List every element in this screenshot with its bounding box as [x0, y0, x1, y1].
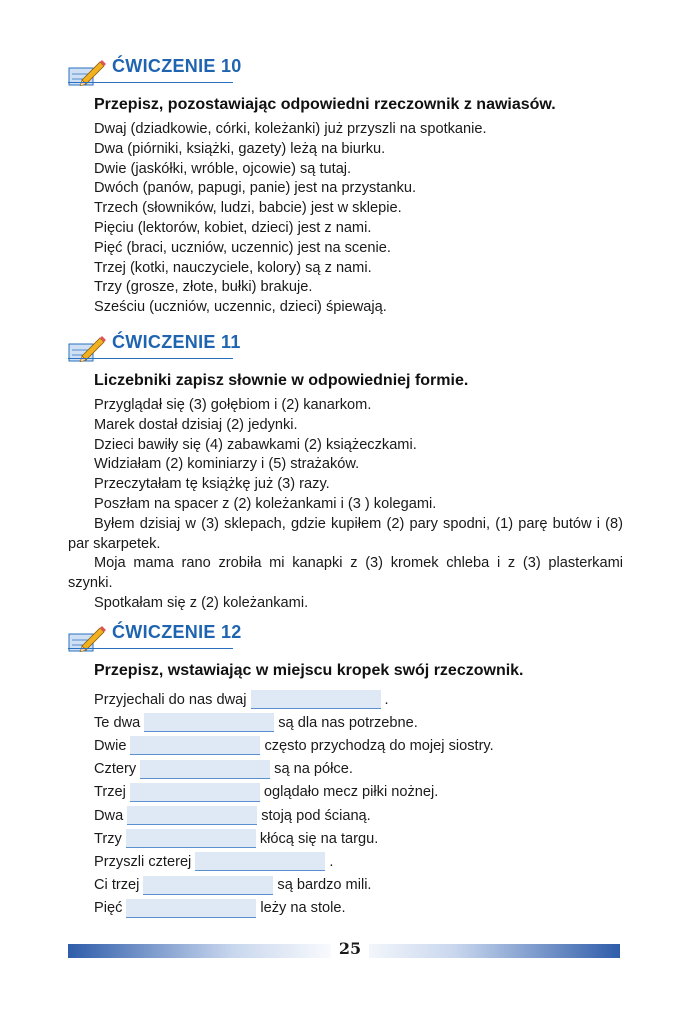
exercise-line: Dwaj (dziadkowie, córki, koleżanki) już przyszli na spotkanie. [94, 121, 487, 137]
fill-in-rows [68, 688, 623, 920]
title-underline [68, 648, 233, 649]
pencil-notebook-icon [68, 60, 108, 84]
fill-row: Przyszli czterej . [94, 853, 334, 870]
exercise-instruction: Przepisz, pozostawiając odpowiedni rzeczownik z nawiasów. [94, 96, 556, 113]
exercise-line: Przeczytałam tę książkę już (3) razy. [94, 476, 330, 493]
exercise-line: Trzej (kotki, nauczyciele, kolory) są z nami. [94, 259, 372, 276]
exercise-header [68, 52, 623, 86]
answer-blank[interactable] [143, 876, 273, 895]
exercise-line: Pięć (braci, uczniów, uczennic) jest na scenie. [94, 239, 391, 256]
exercise-line: Poszłam na spacer z (2) koleżankami i (3 ) kolegami. [94, 495, 437, 512]
answer-blank[interactable] [144, 713, 274, 732]
exercise-line: Spotkałam się z (2) koleżankami. [94, 594, 309, 611]
pencil-notebook-icon [68, 336, 108, 360]
answer-blank[interactable] [127, 806, 257, 825]
exercise-line: Sześciu (uczniów, uczennic, dzieci) śpiewają. [94, 299, 387, 316]
exercise-lines [94, 120, 623, 318]
fill-row: Te dwa są dla nas potrzebne. [94, 714, 418, 731]
exercise-title: ĆWICZENIE 10 [112, 56, 242, 76]
answer-blank[interactable] [126, 829, 256, 848]
exercise-lines [68, 396, 623, 614]
exercise-line: Dzieci bawiły się (4) zabawkami (2) książeczkami. [94, 436, 417, 453]
fill-row: Ci trzej są bardzo mili. [94, 877, 372, 894]
exercise-line: Marek dostał dzisiaj (2) jedynki. [94, 416, 298, 433]
answer-blank[interactable] [130, 783, 260, 802]
page-number: 25 [0, 939, 700, 958]
exercise-line: Widziałam (2) kominiarzy i (5) strażaków. [94, 456, 360, 473]
answer-blank[interactable] [140, 760, 270, 779]
fill-row: Pięć leży na stole. [94, 900, 346, 917]
exercise-header [68, 328, 623, 362]
exercise-11 [68, 328, 623, 614]
fill-row: Dwa stoją pod ścianą. [94, 807, 371, 824]
answer-blank[interactable] [251, 690, 381, 709]
exercise-line: Trzy (grosze, złote, bułki) brakuje. [94, 279, 313, 296]
fill-row: Dwie często przychodzą do mojej siostry. [94, 737, 494, 754]
exercise-12 [68, 618, 623, 920]
answer-blank[interactable] [130, 736, 260, 755]
exercise-line: Pięciu (lektorów, kobiet, dzieci) jest z nami. [94, 219, 372, 236]
exercise-line: Moja mama rano zrobiła mi kanapki z (3) kromek chleba i z (3) plasterkami szynki. [68, 555, 623, 592]
exercise-instruction: Przepisz, wstawiając w miejscu kropek swój rzeczownik. [94, 662, 524, 679]
fill-row: Przyjechali do nas dwaj . [94, 691, 389, 708]
exercise-line: Dwóch (panów, papugi, panie) jest na przystanku. [94, 180, 417, 197]
fill-row: Cztery są na półce. [94, 761, 353, 778]
fill-row: Trzy kłócą się na targu. [94, 830, 379, 847]
exercise-line: Dwa (piórniki, książki, gazety) leżą na biurku. [94, 140, 386, 157]
pencil-notebook-icon [68, 626, 108, 650]
fill-row: Trzej oglądało mecz piłki nożnej. [94, 784, 439, 801]
exercise-10 [68, 52, 623, 318]
exercise-instruction: Liczebniki zapisz słownie w odpowiedniej formie. [94, 372, 469, 389]
exercise-title: ĆWICZENIE 12 [112, 622, 242, 642]
exercise-title: ĆWICZENIE 11 [112, 332, 241, 352]
exercise-line: Byłem dzisiaj w (3) sklepach, gdzie kupiłem (2) pary spodni, (1) parę butów i (8) par skarpetek. [68, 515, 623, 552]
exercise-line: Przyglądał się (3) gołębiom i (2) kanarkom. [94, 397, 372, 413]
title-underline [68, 82, 233, 83]
title-underline [68, 358, 233, 359]
answer-blank[interactable] [195, 852, 325, 871]
answer-blank[interactable] [126, 899, 256, 918]
exercise-line: Trzech (słowników, ludzi, babcie) jest w sklepie. [94, 200, 402, 217]
exercise-line: Dwie (jaskółki, wróble, ojcowie) są tutaj. [94, 160, 352, 177]
exercise-header [68, 618, 623, 652]
